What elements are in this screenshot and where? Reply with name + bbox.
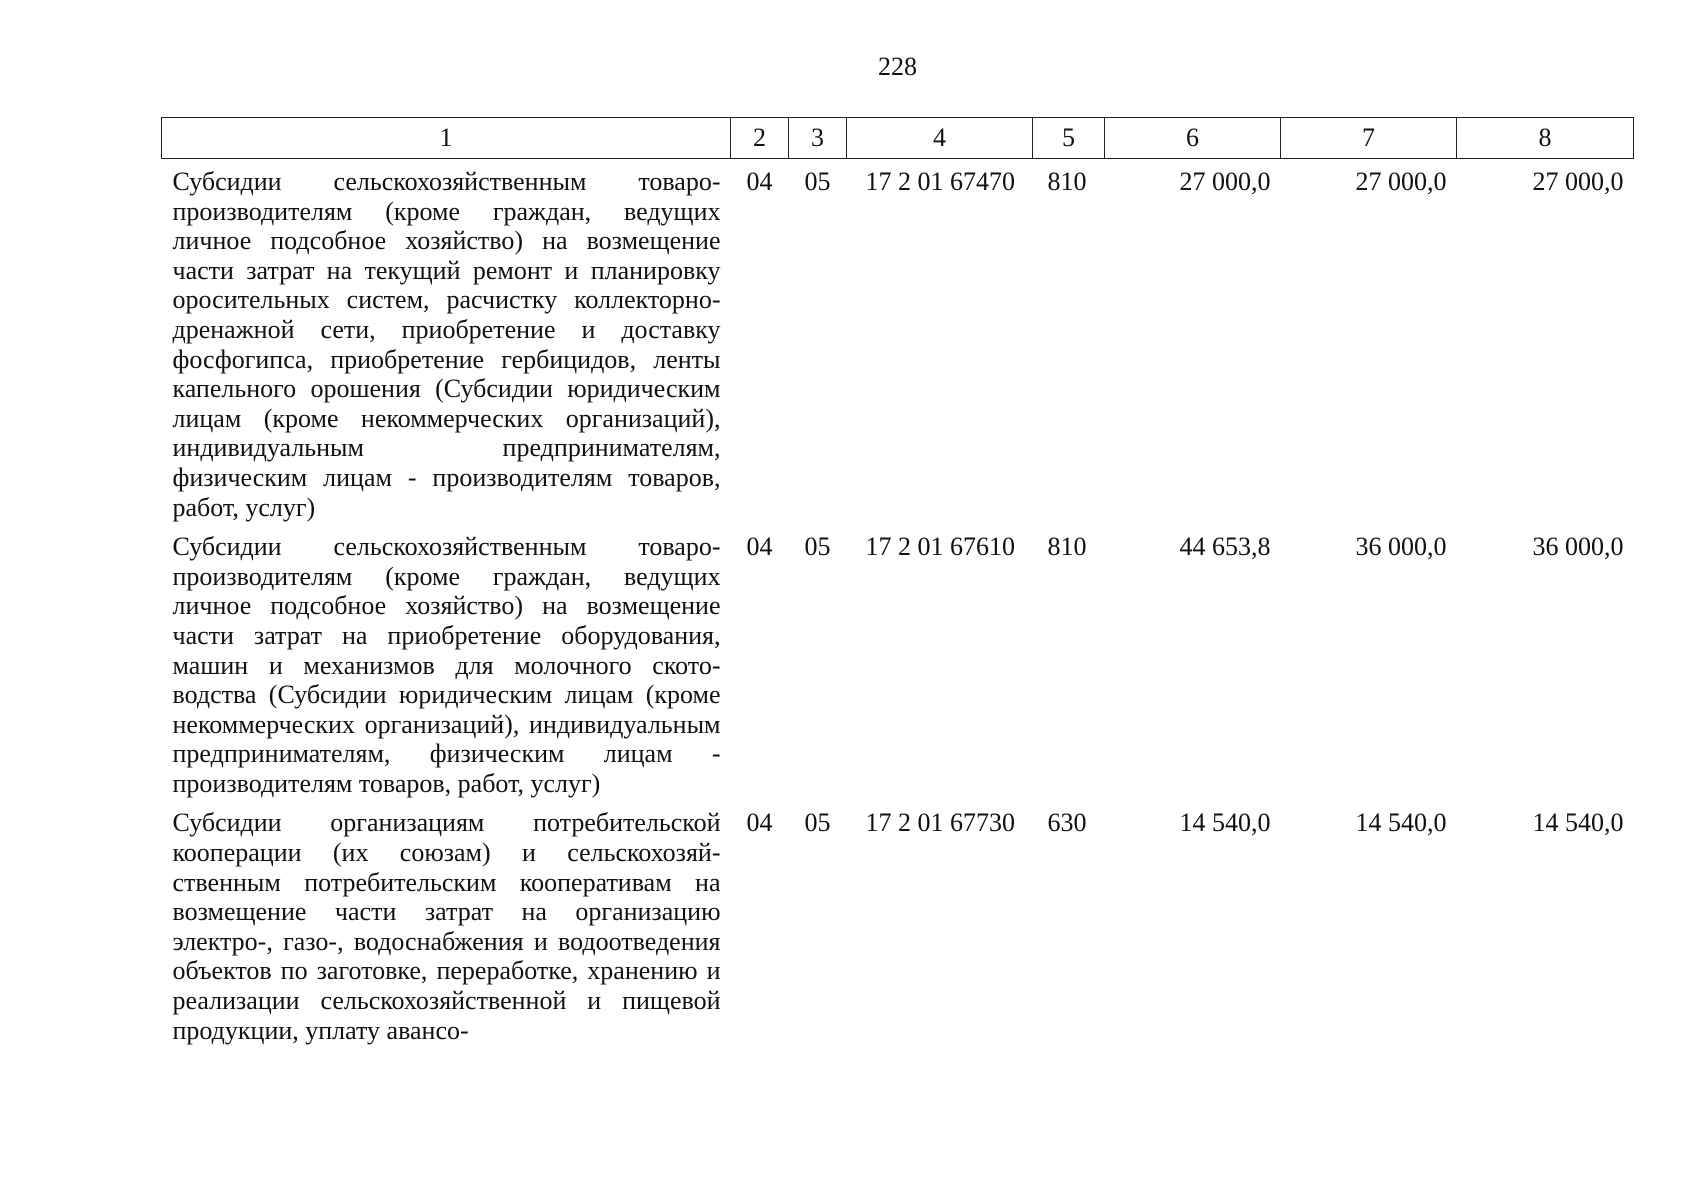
row-amount-col-8: 36 000,0 [1532, 532, 1624, 562]
header-col-1: 1 [162, 118, 731, 159]
row-expense-type: 810 [1047, 167, 1087, 196]
header-col-6: 6 [1105, 118, 1281, 159]
table-row [162, 798, 1634, 1045]
header-col-7: 7 [1281, 118, 1457, 159]
row-subsection-code: 05 [804, 532, 831, 562]
row-amount-col-6: 14 540,0 [1179, 808, 1271, 838]
row-description: Субсидии сельскохозяйственным товаропроизводителям (кроме граждан, ведущих личное подсобное хозяйство) на возмещение части затрат на приобретение оборудования, машин и механизмов для молочного скотоводства (Субсидии юридическим лицам (кроме некоммерческих организаций), индивидуальным предпринимателям, физическим лицам - производителям товаров, работ, услуг) [172, 532, 721, 798]
row-amount-col-7: 14 540,0 [1355, 808, 1447, 838]
row-amount-col-8: 14 540,0 [1532, 808, 1624, 838]
row-amount-col-6: 44 653,8 [1179, 532, 1271, 562]
header-col-4: 4 [847, 118, 1033, 159]
header-col-2: 2 [731, 118, 789, 159]
row-amount-col-7: 27 000,0 [1355, 167, 1447, 196]
row-section-code: 04 [746, 808, 773, 838]
header-row [162, 118, 1634, 159]
header-col-3: 3 [789, 118, 847, 159]
header-col-5: 5 [1033, 118, 1105, 159]
row-target-article: 17 2 01 67610 [865, 532, 1015, 562]
row-section-code: 04 [746, 167, 773, 196]
page-number: 228 [878, 52, 917, 81]
row-target-article: 17 2 01 67470 [865, 167, 1015, 196]
row-subsection-code: 05 [804, 167, 831, 196]
row-expense-type: 630 [1047, 808, 1087, 838]
budget-table [161, 117, 1634, 1045]
row-amount-col-6: 27 000,0 [1179, 167, 1271, 196]
row-expense-type: 810 [1047, 532, 1087, 562]
row-amount-col-8: 27 000,0 [1532, 167, 1624, 196]
table-row [162, 522, 1634, 798]
row-section-code: 04 [746, 532, 773, 562]
row-amount-col-7: 36 000,0 [1355, 532, 1447, 562]
table-body [162, 159, 1634, 1046]
header-col-8: 8 [1457, 118, 1634, 159]
row-description: Субсидии организациям потребительской кооперации (их союзам) и сельскохозяйственным потребительским кооперативам на возмещение части затрат на организацию электро-, газо-, водоснабжения и водоотведения объектов по заготовке, переработке, хранению и реализации сельскохозяйственной и пищевой продукции, уплату авансо- [172, 808, 721, 1045]
row-description: Субсидии сельскохозяйственным товаропроизводителям (кроме граждан, ведущих личное подсобное хозяйство) на возмещение части затрат на текущий ремонт и планировку оросительных систем, расчистку коллекторно-дренажной сети, приобретение и доставку фосфогипса, приобретение гербицидов, ленты капельного орошения (Субсидии юридическим лицам (кроме некоммерческих организаций), индивидуальным предпринимателям, физическим лицам - производителям товаров, работ, услуг) [172, 167, 721, 522]
table-header [162, 118, 1634, 159]
table-row [162, 159, 1634, 523]
row-subsection-code: 05 [804, 808, 831, 838]
row-target-article: 17 2 01 67730 [865, 808, 1015, 838]
